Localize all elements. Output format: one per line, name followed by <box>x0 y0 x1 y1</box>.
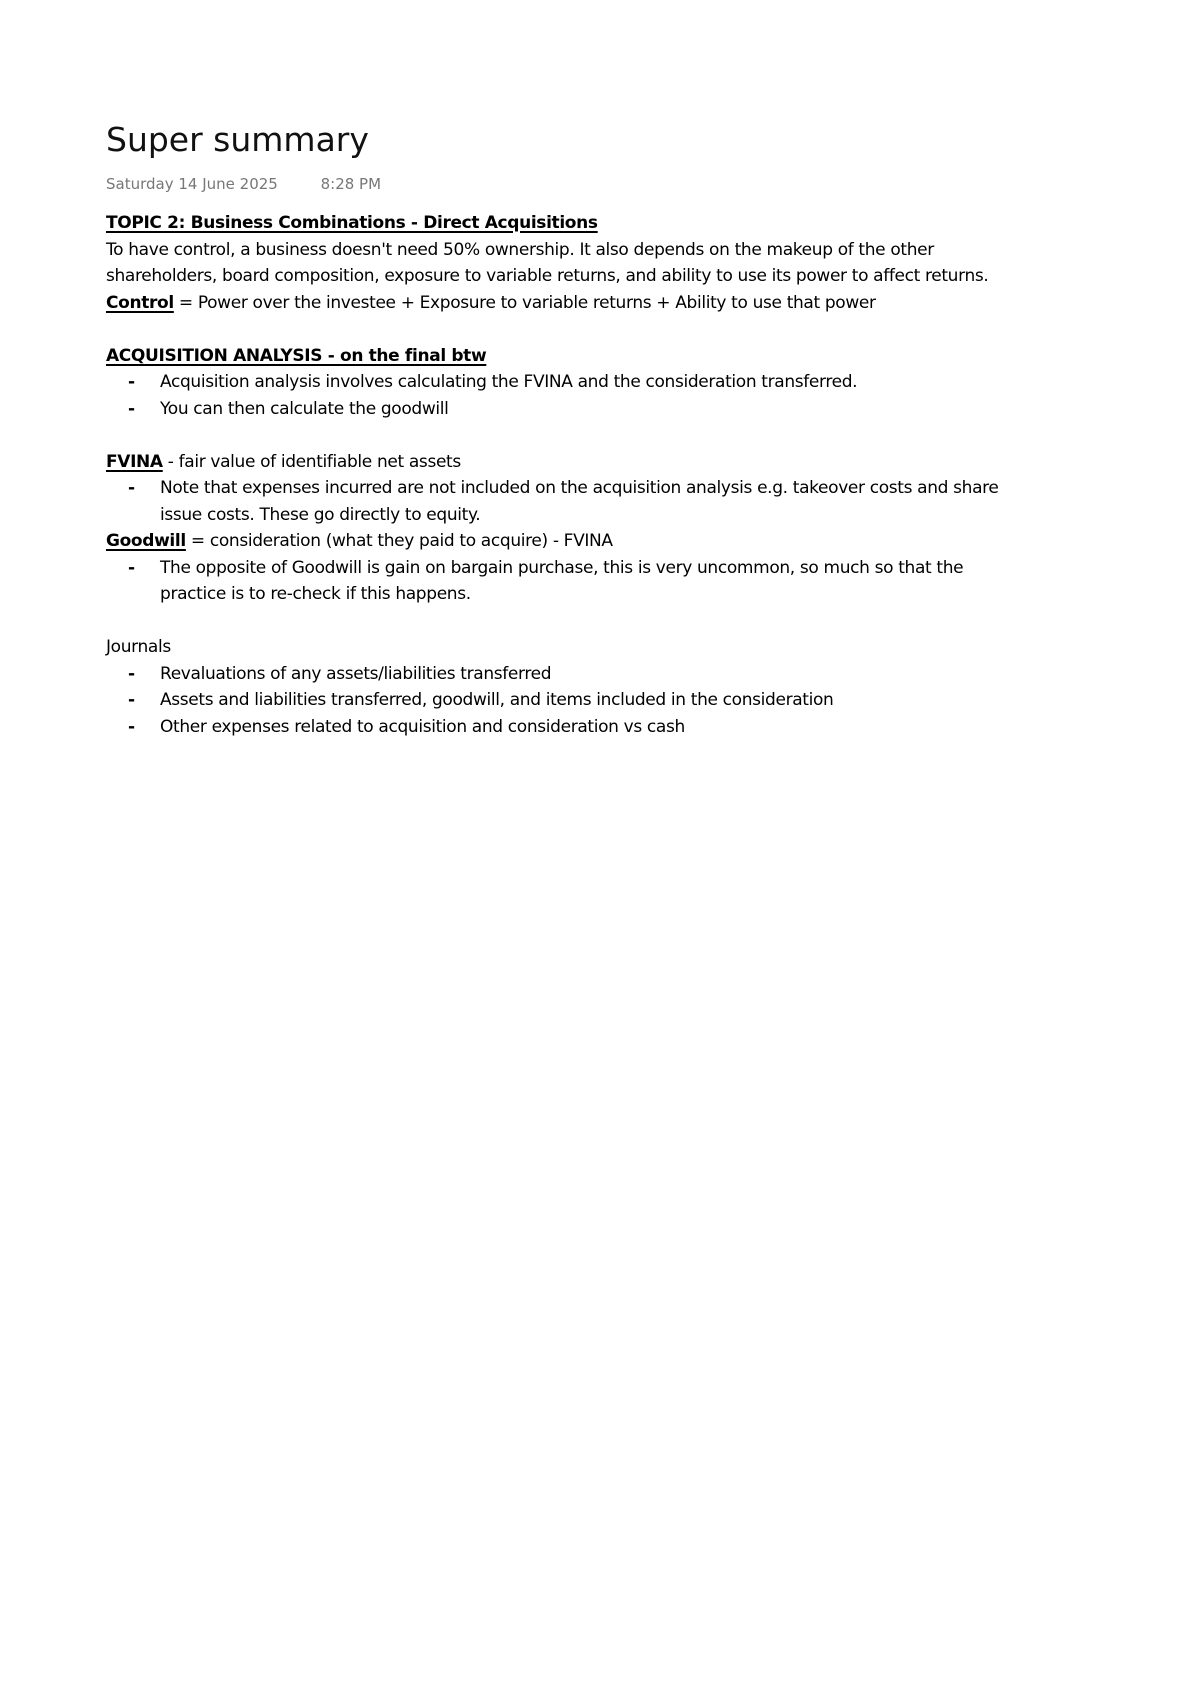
fvina-def: - fair value of identifiable net assets <box>162 451 461 472</box>
goodwill-list <box>106 555 1106 608</box>
dash-bullet: - <box>128 372 135 392</box>
dash-bullet: - <box>128 663 135 684</box>
dash-bullet: - <box>128 690 135 710</box>
topic-paragraph-line-2: shareholders, board composition, exposure to variable returns, and ability to use its power to affect returns. <box>106 266 989 286</box>
list-item-text: Revaluations of any assets/liabilities transferred <box>160 663 552 684</box>
topic-paragraph-line-1: To have control, a business doesn't need 50% ownership. It also depends on the makeup of the other <box>106 239 934 260</box>
fvina-term: FVINA <box>106 451 163 472</box>
goodwill-definition <box>106 528 1106 555</box>
note-page <box>106 118 1106 740</box>
list-item <box>106 369 1106 396</box>
page-meta <box>106 174 1106 194</box>
fvina-definition <box>106 449 1106 476</box>
list-item-text-line-2: practice is to re-check if this happens. <box>160 584 471 604</box>
page-title: Super summary <box>106 120 369 159</box>
control-term: Control <box>106 292 174 313</box>
topic-heading: TOPIC 2: Business Combinations - Direct Acquisitions <box>106 213 598 233</box>
dash-bullet: - <box>128 557 135 578</box>
acquisition-heading-line <box>106 343 1106 370</box>
list-item <box>106 555 1106 608</box>
list-item <box>106 714 1106 741</box>
list-item-text: Assets and liabilities transferred, goodwill, and items included in the consideration <box>160 690 834 710</box>
spacer <box>106 422 1106 449</box>
list-item-text-line-1: The opposite of Goodwill is gain on bargain purchase, this is very uncommon, so much so that the <box>160 557 964 578</box>
list-item <box>106 687 1106 714</box>
list-item <box>106 661 1106 688</box>
acquisition-list <box>106 369 1106 422</box>
dash-bullet: - <box>128 478 135 498</box>
note-body[interactable] <box>106 210 1106 740</box>
list-item-text: Other expenses related to acquisition and consideration vs cash <box>160 716 685 737</box>
goodwill-def: = consideration (what they paid to acquire) - FVINA <box>185 531 613 551</box>
dash-bullet: - <box>128 398 135 419</box>
list-item-text-line-2: issue costs. These go directly to equity. <box>160 504 481 525</box>
spacer <box>106 316 1106 343</box>
list-item-text: You can then calculate the goodwill <box>160 398 449 419</box>
dash-bullet: - <box>128 716 135 737</box>
list-item-text: Acquisition analysis involves calculating the FVINA and the consideration transferred. <box>160 372 858 392</box>
journals-list <box>106 661 1106 741</box>
spacer <box>106 608 1106 635</box>
topic-heading-line <box>106 210 1106 237</box>
list-item-text-line-1: Note that expenses incurred are not included on the acquisition analysis e.g. takeover costs and share <box>160 478 999 498</box>
list-item <box>106 475 1106 528</box>
fvina-list <box>106 475 1106 528</box>
acquisition-heading: ACQUISITION ANALYSIS - on the final btw <box>106 345 487 366</box>
control-definition <box>106 290 1106 317</box>
list-item <box>106 396 1106 423</box>
page-date: Saturday 14 June 2025 <box>106 175 278 193</box>
control-def: = Power over the investee + Exposure to variable returns + Ability to use that power <box>173 292 876 313</box>
page-time: 8:28 PM <box>320 175 382 193</box>
goodwill-term: Goodwill <box>106 531 186 551</box>
journals-heading: Journals <box>106 637 171 657</box>
